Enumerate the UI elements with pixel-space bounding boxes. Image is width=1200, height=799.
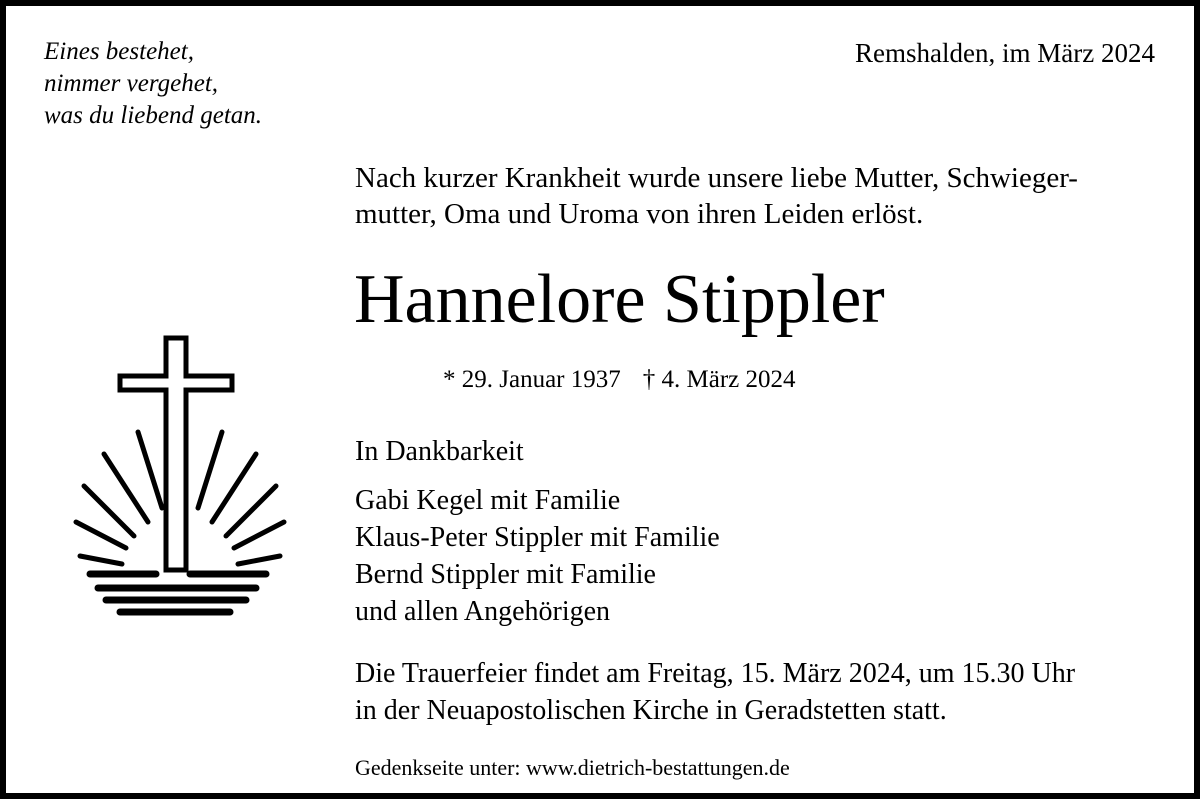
birth-date: * 29. Januar 1937	[443, 366, 621, 393]
intro-text	[355, 160, 1078, 232]
life-dates	[443, 366, 796, 394]
family-member: Gabi Kegel mit Familie	[355, 485, 621, 516]
intro-line: Nach kurzer Krankheit wurde unsere liebe Mutter, Schwieger-	[355, 162, 1078, 194]
motto-line: nimmer vergehet,	[44, 70, 219, 97]
motto-line: was du liebend getan.	[44, 102, 263, 129]
memorial-page-link: Gedenkseite unter: www.dietrich-bestattungen.de	[355, 755, 790, 780]
place-date: Remshalden, im März 2024	[855, 38, 1155, 68]
intro-line: mutter, Oma und Uroma von ihren Leiden erlöst.	[355, 198, 924, 230]
service-line: Die Trauerfeier findet am Freitag, 15. März 2024, um 15.30 Uhr	[355, 658, 1076, 689]
cross-sunrise-water-icon	[70, 330, 290, 630]
thanks-heading: In Dankbarkeit	[355, 436, 524, 467]
service-line: in der Neuapostolischen Kirche in Geradstetten statt.	[355, 695, 947, 726]
family-member: Klaus-Peter Stippler mit Familie	[355, 522, 720, 553]
family-member: Bernd Stippler mit Familie	[355, 559, 656, 590]
family-member: und allen Angehörigen	[355, 596, 611, 627]
deceased-name: Hannelore Stippler	[354, 261, 885, 338]
death-date: † 4. März 2024	[642, 366, 796, 393]
motto-verse	[44, 36, 262, 132]
family-list	[355, 482, 720, 630]
motto-line: Eines bestehet,	[44, 38, 194, 65]
service-info	[355, 655, 1075, 729]
